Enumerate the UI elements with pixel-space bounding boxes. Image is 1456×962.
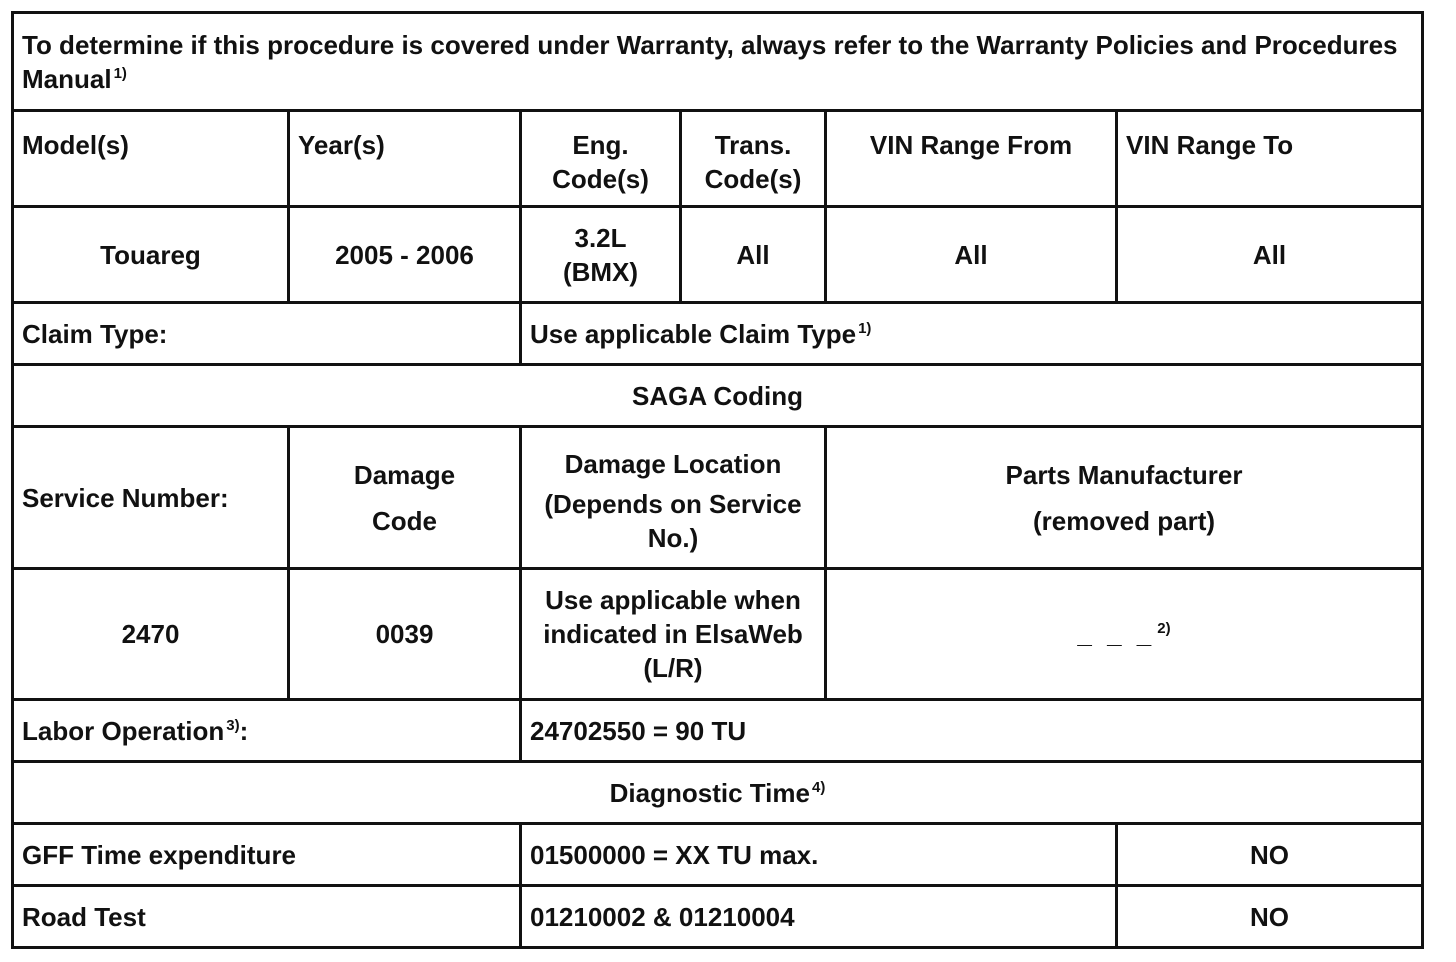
damage-location-header: [521, 427, 826, 569]
diagnostic-row-label: GFF Time expenditure: [13, 824, 521, 886]
saga-title-row: [13, 365, 1423, 427]
parts-manufacturer-header-line2: (removed part): [1032, 505, 1216, 536]
engine-code-value-line1: 3.2L: [574, 222, 627, 253]
labor-operation-value: 24702550 = 90 TU: [521, 700, 1423, 762]
damage-location-header-line3: No.): [647, 522, 699, 553]
diagnostic-row-code: 01500000 = XX TU max.: [521, 824, 1117, 886]
trans-code-header: [681, 111, 826, 207]
claim-type-label: Claim Type:: [13, 303, 521, 365]
parts-manufacturer-value: [826, 569, 1423, 700]
engine-code-header-line2: Code(s): [552, 164, 649, 194]
engine-code-value-line2: (BMX): [562, 256, 639, 287]
year-value: 2005 - 2006: [289, 207, 521, 303]
diagnostic-time-title-cell: [13, 762, 1423, 824]
engine-code-header: [521, 111, 681, 207]
damage-location-value-line3: (L/R): [643, 653, 703, 683]
vin-from-value: All: [826, 207, 1117, 303]
diagnostic-row-flag: NO: [1117, 824, 1423, 886]
trans-code-header-line2: Code(s): [704, 164, 802, 194]
damage-location-header-line2: (Depends on Service: [544, 488, 802, 519]
labor-operation-label: Labor Operation: [22, 715, 225, 746]
engine-code-value: [521, 207, 681, 303]
damage-code-header-line2: Code: [372, 505, 437, 536]
manufacturer-footnote-marker: 2): [1157, 620, 1171, 638]
diagnostic-row-code: 01210002 & 01210004: [521, 886, 1117, 948]
vehicle-row: [13, 207, 1423, 303]
parts-manufacturer-blank: _ _ _: [1077, 619, 1156, 649]
diagnostic-title-row: [13, 762, 1423, 824]
saga-header-row: [13, 427, 1423, 569]
year-header: Year(s): [289, 111, 521, 207]
damage-location-value-line1: Use applicable when: [545, 585, 801, 615]
diagnostic-time-title: Diagnostic Time: [609, 777, 810, 808]
damage-location-value: [521, 569, 826, 700]
parts-manufacturer-header-line1: Parts Manufacturer: [1005, 459, 1243, 490]
diagnostic-row: [13, 824, 1423, 886]
vin-to-header: VIN Range To: [1117, 111, 1423, 207]
vin-from-header: VIN Range From: [826, 111, 1117, 207]
claim-footnote-marker: 1): [858, 319, 872, 337]
footnote-1-marker: 1): [113, 64, 127, 82]
saga-coding-title: SAGA Coding: [13, 365, 1423, 427]
service-number-header: Service Number:: [13, 427, 289, 569]
claim-type-value-cell: [521, 303, 1423, 365]
model-header: Model(s): [13, 111, 289, 207]
vin-to-value: All: [1117, 207, 1423, 303]
engine-code-header-line1: Eng.: [572, 130, 629, 160]
damage-code-value: 0039: [289, 569, 521, 700]
diagnostic-row-label: Road Test: [13, 886, 521, 948]
labor-operation-label-cell: [13, 700, 521, 762]
warranty-notice-cell: [13, 13, 1423, 111]
damage-location-value-line2: indicated in ElsaWeb: [543, 619, 803, 649]
coding-table: [11, 11, 1424, 949]
damage-code-header-line1: Damage: [353, 459, 456, 490]
damage-code-header: [289, 427, 521, 569]
saga-value-row: [13, 569, 1423, 700]
diagnostic-row: [13, 886, 1423, 948]
service-number-value: 2470: [13, 569, 289, 700]
warranty-notice-text: To determine if this procedure is covered under Warranty, always refer to the Warranty Policies and Procedures Manual: [22, 29, 1398, 94]
claim-type-value: Use applicable Claim Type: [530, 318, 857, 349]
claim-type-row: [13, 303, 1423, 365]
damage-location-header-line1: Damage Location: [564, 448, 782, 479]
parts-manufacturer-header: [826, 427, 1423, 569]
labor-footnote-marker: 3): [226, 716, 240, 734]
header-row: [13, 13, 1423, 111]
warranty-coding-table: [11, 11, 1421, 948]
column-header-row: [13, 111, 1423, 207]
trans-code-header-line1: Trans.: [714, 130, 792, 160]
diagnostic-footnote-marker: 4): [812, 778, 826, 796]
model-value: Touareg: [13, 207, 289, 303]
diagnostic-row-flag: NO: [1117, 886, 1423, 948]
labor-operation-row: [13, 700, 1423, 762]
labor-operation-colon: :: [239, 715, 249, 746]
trans-code-value: All: [681, 207, 826, 303]
